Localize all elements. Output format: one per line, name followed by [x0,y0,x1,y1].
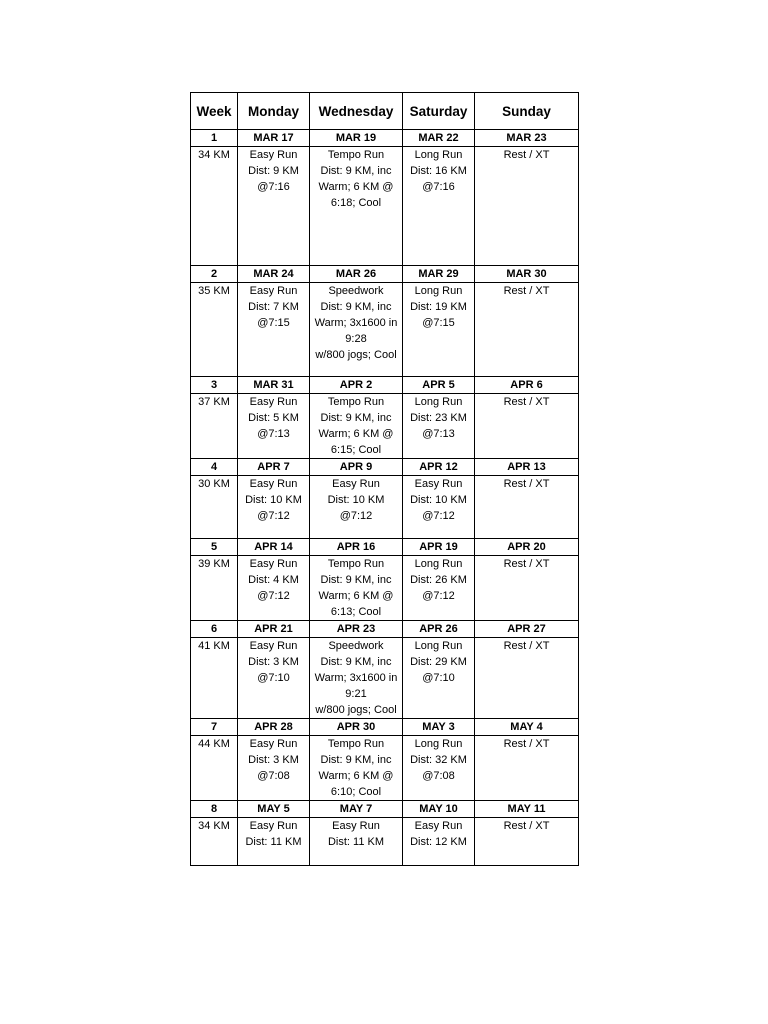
weekly-distance: 44 KM [191,736,238,801]
workout-cell [238,394,310,459]
workout-cell [310,556,403,621]
day-date: MAR 19 [310,130,403,147]
workout-line: @7:13 [257,428,290,440]
workout-cell [403,476,475,539]
workout-cell [403,394,475,459]
workout-line: 9:28 [345,333,367,345]
workout-cell [238,638,310,719]
workout-line: Dist: 11 KM [245,836,302,848]
workout-line: Speedwork [328,640,384,652]
workout-line: Rest / XT [503,640,550,652]
day-date: APR 12 [403,459,475,476]
workout-line: @7:10 [257,672,290,684]
workout-line: @7:16 [257,181,290,193]
workout-line: Rest / XT [503,285,550,297]
workout-line: Long Run [414,558,463,570]
workout-line: Dist: 32 KM [410,754,467,766]
workout-cell [403,283,475,377]
day-date: MAY 11 [475,801,579,818]
day-date: APR 23 [310,621,403,638]
workout-line: Dist: 3 KM [248,754,299,766]
day-date: MAR 24 [238,266,310,283]
workout-line: Dist: 19 KM [410,301,467,313]
week-number: 7 [191,719,238,736]
workout-line: Easy Run [249,396,298,408]
workout-line: Dist: 9 KM, inc [320,301,392,313]
workout-cell [403,556,475,621]
workout-line: Long Run [414,285,463,297]
workout-line: Easy Run [414,478,463,490]
workout-cell [310,638,403,719]
workout-line: Dist: 3 KM [248,656,299,668]
workout-cell [475,556,579,621]
week-number: 3 [191,377,238,394]
day-date: MAR 23 [475,130,579,147]
workout-cell [475,476,579,539]
workout-line: @7:12 [339,510,373,522]
week-date-row [191,719,579,736]
workout-line: Dist: 9 KM, inc [320,574,392,586]
workout-line: Easy Run [249,738,298,750]
workout-line: Rest / XT [503,149,550,161]
workout-cell [310,283,403,377]
week-number: 1 [191,130,238,147]
day-date: MAY 4 [475,719,579,736]
workout-line: Easy Run [249,640,298,652]
day-date: MAR 31 [238,377,310,394]
day-date: MAY 3 [403,719,475,736]
workout-line: Dist: 4 KM [248,574,299,586]
workout-line: Warm; 6 KM @ [318,770,394,782]
workout-cell [238,476,310,539]
workout-line: Easy Run [249,820,298,832]
workout-cell [403,638,475,719]
workout-cell [403,736,475,801]
workout-cell [310,394,403,459]
workout-line: Long Run [414,738,463,750]
header-saturday: Saturday [403,93,475,130]
workout-line: Dist: 29 KM [410,656,467,668]
header-row [191,93,579,130]
workout-line: Easy Run [249,558,298,570]
header-sunday: Sunday [475,93,579,130]
day-date: MAR 26 [310,266,403,283]
workout-line: @7:16 [422,181,455,193]
workout-line: Rest / XT [503,820,550,832]
week-date-row [191,539,579,556]
weekly-distance: 37 KM [191,394,238,459]
week-number: 5 [191,539,238,556]
day-date: APR 2 [310,377,403,394]
workout-cell [403,818,475,866]
day-date: MAR 30 [475,266,579,283]
day-date: APR 13 [475,459,579,476]
day-date: APR 28 [238,719,310,736]
day-date: APR 30 [310,719,403,736]
workout-cell [238,147,310,266]
week-workout-row [191,394,579,459]
workout-line: Warm; 3x1600 in [314,317,398,329]
week-date-row [191,377,579,394]
workout-line: Dist: 12 KM [410,836,467,848]
workout-line: w/800 jogs; Cool [315,349,397,361]
workout-line: Warm; 6 KM @ [318,181,394,193]
workout-line: Dist: 10 KM [245,494,302,506]
workout-cell [238,736,310,801]
week-workout-row [191,638,579,719]
workout-line: Dist: 26 KM [410,574,467,586]
weekly-distance: 30 KM [191,476,238,539]
weekly-distance: 39 KM [191,556,238,621]
day-date: APR 20 [475,539,579,556]
week-workout-row [191,476,579,539]
day-date: APR 27 [475,621,579,638]
workout-line: Rest / XT [503,396,550,408]
workout-line: Long Run [414,396,463,408]
workout-cell [310,818,403,866]
header-week: Week [191,93,238,130]
header-wednesday: Wednesday [310,93,403,130]
workout-line: Dist: 9 KM, inc [320,656,392,668]
week-number: 8 [191,801,238,818]
workout-line: @7:10 [422,672,455,684]
workout-line: 6:13; Cool [330,606,382,618]
day-date: APR 7 [238,459,310,476]
workout-cell [475,736,579,801]
workout-cell [403,147,475,266]
workout-cell [475,394,579,459]
day-date: MAR 17 [238,130,310,147]
workout-line: @7:12 [422,510,455,522]
workout-cell [238,556,310,621]
workout-cell [475,147,579,266]
workout-line: Warm; 6 KM @ [318,428,394,440]
workout-line: @7:15 [422,317,455,329]
workout-line: Speedwork [328,285,384,297]
workout-line: Easy Run [332,478,380,490]
training-plan-table [190,92,579,866]
week-number: 2 [191,266,238,283]
workout-line: Dist: 10 KM [410,494,467,506]
workout-cell [238,818,310,866]
weekly-distance: 34 KM [191,818,238,866]
day-date: APR 5 [403,377,475,394]
workout-line: Tempo Run [327,558,385,570]
workout-cell [310,147,403,266]
workout-line: Rest / XT [503,478,550,490]
workout-line: Tempo Run [327,149,385,161]
day-date: MAY 7 [310,801,403,818]
week-workout-row [191,283,579,377]
workout-line: Rest / XT [503,558,550,570]
workout-line: Easy Run [249,478,298,490]
workout-line: w/800 jogs; Cool [315,704,397,716]
workout-line: Easy Run [249,285,298,297]
workout-line: Dist: 9 KM, inc [320,754,392,766]
workout-line: Dist: 16 KM [410,165,467,177]
workout-line: Easy Run [414,820,463,832]
workout-line: Long Run [414,149,463,161]
workout-cell [310,736,403,801]
workout-line: 6:15; Cool [330,444,382,456]
workout-line: Long Run [414,640,463,652]
weekly-distance: 35 KM [191,283,238,377]
week-workout-row [191,818,579,866]
day-date: APR 14 [238,539,310,556]
weekly-distance: 34 KM [191,147,238,266]
workout-line: @7:12 [257,590,290,602]
workout-cell [475,818,579,866]
day-date: MAR 22 [403,130,475,147]
week-date-row [191,459,579,476]
day-date: APR 26 [403,621,475,638]
week-number: 4 [191,459,238,476]
workout-line: Dist: 9 KM, inc [320,165,392,177]
day-date: APR 21 [238,621,310,638]
day-date: APR 19 [403,539,475,556]
workout-line: @7:12 [422,590,455,602]
table-body [191,130,579,866]
header-monday: Monday [238,93,310,130]
workout-cell [475,283,579,377]
workout-line: Warm; 6 KM @ [318,590,394,602]
workout-line: @7:08 [257,770,290,782]
workout-line: Dist: 10 KM [327,494,385,506]
workout-line: 6:18; Cool [330,197,382,209]
workout-line: Tempo Run [327,738,385,750]
workout-line: @7:13 [422,428,455,440]
day-date: APR 6 [475,377,579,394]
workout-cell [310,476,403,539]
workout-line: @7:12 [257,510,290,522]
week-workout-row [191,736,579,801]
workout-line: Tempo Run [327,396,385,408]
weekly-distance: 41 KM [191,638,238,719]
day-date: APR 9 [310,459,403,476]
week-workout-row [191,147,579,266]
workout-line: Rest / XT [503,738,550,750]
workout-line: 9:21 [345,688,367,700]
workout-line: Dist: 11 KM [327,836,385,848]
week-date-row [191,621,579,638]
week-number: 6 [191,621,238,638]
workout-line: @7:15 [257,317,290,329]
workout-line: Dist: 7 KM [248,301,299,313]
workout-line: Dist: 23 KM [410,412,467,424]
week-workout-row [191,556,579,621]
week-date-row [191,266,579,283]
day-date: MAR 29 [403,266,475,283]
day-date: APR 16 [310,539,403,556]
workout-line: Warm; 3x1600 in [314,672,398,684]
workout-cell [238,283,310,377]
day-date: MAY 5 [238,801,310,818]
week-date-row [191,801,579,818]
workout-line: @7:08 [422,770,455,782]
workout-line: Dist: 9 KM, inc [320,412,392,424]
workout-line: Easy Run [332,820,380,832]
workout-line: Dist: 9 KM [248,165,299,177]
week-date-row [191,130,579,147]
workout-line: Easy Run [249,149,298,161]
workout-line: 6:10; Cool [330,786,382,798]
day-date: MAY 10 [403,801,475,818]
workout-cell [475,638,579,719]
workout-line: Dist: 5 KM [248,412,299,424]
